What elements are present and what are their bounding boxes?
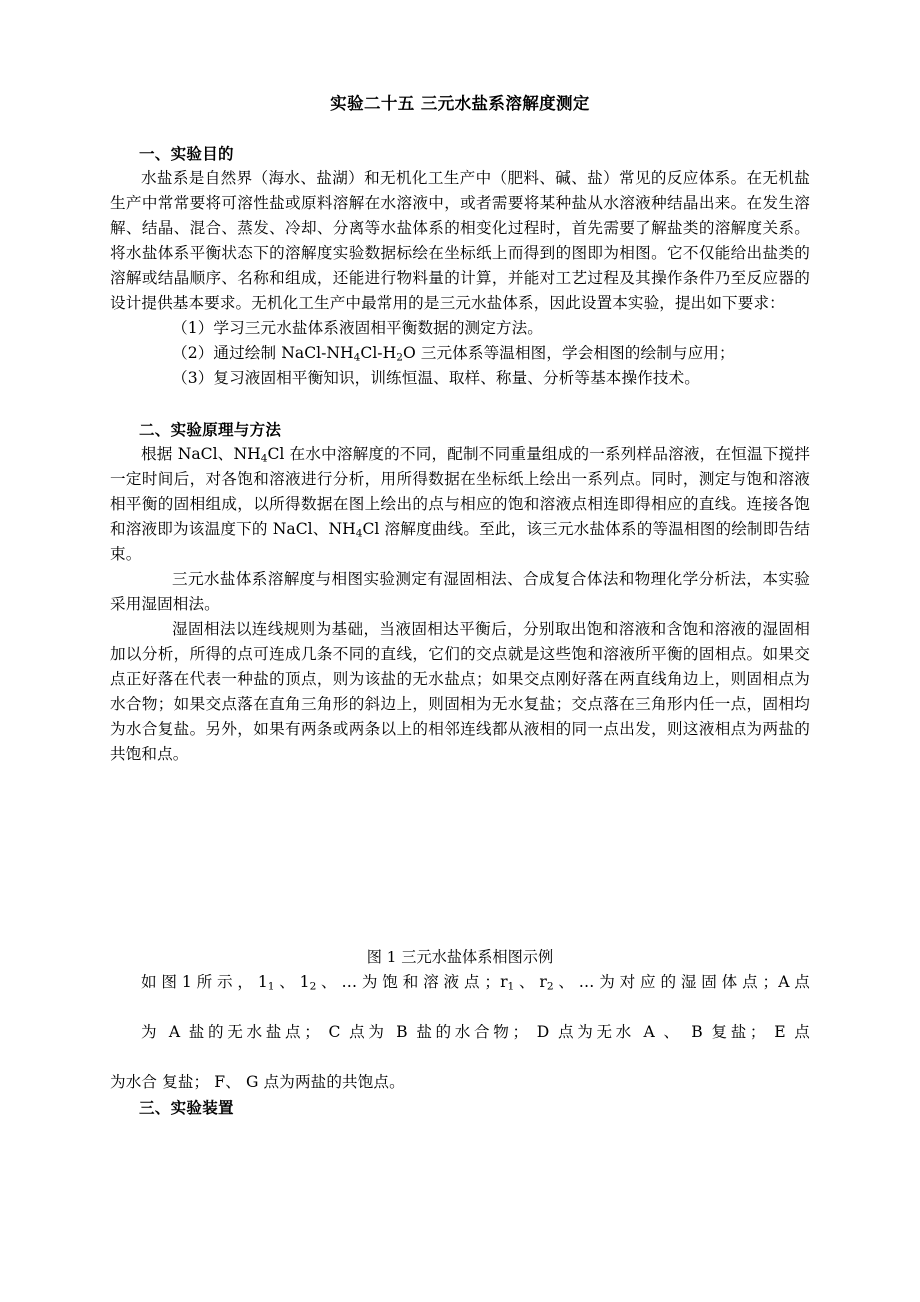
symbol-subscript: 1 xyxy=(507,980,515,993)
text-run-middle: 在水中溶解度的不同，配制不同重量组成的一系列样品溶液，在恒温下搅拌一定时间后，对各饱和溶液进行分析，用所得数据在坐标纸上绘出一系列点。同时，测定与饱和溶液相平衡的固相组成，以所得数据在图上绘出的点与相应的饱和溶液点相连即得相应的直线。连接各饱和溶液即为该温度下的 xyxy=(110,445,810,538)
figure-caption: 图 1 三元水盐体系相图示例 xyxy=(366,948,554,966)
page-title: 实验二十五 三元水盐系溶解度测定 xyxy=(330,94,590,113)
legend-line-1 xyxy=(110,970,810,1020)
symbol-base: 1 xyxy=(257,973,268,991)
symbol-base: 1 xyxy=(299,973,310,991)
paragraph-objectives-intro: 水盐系是自然界（海水、盐湖）和无机化工生产中（肥料、碱、盐）常见的反应体系。在无机盐生产中常常要将可溶性盐或原料溶解在水溶液中，或者需要将某种盐从水溶液种结晶出来。在发生溶解、结晶、混合、蒸发、冷却、分离等水盐体系的相变化过程时，首先需要了解盐类的溶解度关系。将水盐体系平衡状态下的溶解度实验数据标绘在坐标纸上而得到的图即为相图。它不仅能给出盐类的溶解或结晶顺序、名称和组成，还能进行物料量的计算，并能对工艺过程及其操作条件乃至反应器的设计提供基本要求。无机化工生产中最常用的是三元水盐体系，因此设置本实验，提出如下要求： xyxy=(110,169,810,312)
list-item-label: （2） xyxy=(172,344,214,362)
symbol-base: r xyxy=(539,973,547,991)
section-heading-principle: 二、实验原理与方法 xyxy=(139,420,282,439)
chemical-formula-nh4cl-2: $NH_4Cl$ xyxy=(328,520,380,540)
subscript-4: 4 xyxy=(260,452,268,465)
chemical-formula-nh4cl-1: $NH_4Cl$ xyxy=(233,445,285,465)
text-run-sep-1: 、 xyxy=(217,445,234,463)
list-item-label: （1） xyxy=(172,319,214,337)
symbol-subscript: 2 xyxy=(546,980,554,993)
chemical-formula-nacl-2: NaCl xyxy=(272,520,313,538)
symbol-r1 xyxy=(500,973,514,991)
paragraph-figure-legend xyxy=(110,970,810,1095)
legend-line-2: 为 A 盐的无水盐点； C 点为 B 盐的水合物； D 点为无水 A 、 B 复盐； E 点 xyxy=(141,1023,810,1041)
subscript-4: 4 xyxy=(355,527,363,540)
symbol-l1 xyxy=(258,973,275,991)
list-item-text-after: 三元体系等温相图，学会相图的绘制与应用； xyxy=(415,344,735,362)
list-item-text: 复习液固相平衡知识，训练恒温、取样、称量、分析等基本操作技术。 xyxy=(213,369,700,387)
text-run-sep-2: 、 xyxy=(312,520,329,538)
symbol-base: r xyxy=(500,973,508,991)
subscript-2: 2 xyxy=(396,351,403,364)
text-run-before: 根据 xyxy=(141,445,178,463)
text-run-tail: 溶解度曲线。至此，该三元水盐体系的等温相图的绘制即告结束。 xyxy=(110,520,811,563)
list-item-objective-2 xyxy=(110,341,810,366)
chemical-formula-nacl-1: NaCl xyxy=(177,445,218,463)
symbol-subscript: 1 xyxy=(267,980,275,993)
legend-text-d: 、 xyxy=(514,973,540,991)
legend-text-b: 、 xyxy=(274,973,300,991)
symbol-l2 xyxy=(300,973,317,991)
list-item-text: 学习三元水盐体系液固相平衡数据的测定方法。 xyxy=(213,319,543,337)
list-item-objective-1 xyxy=(110,316,810,341)
list-item-text-before: 通过绘制 xyxy=(213,344,282,362)
list-item-label: （3） xyxy=(172,369,214,387)
legend-text-e: 、…为对应的湿固体点；A点 xyxy=(553,973,810,991)
subscript-4: 4 xyxy=(353,351,361,364)
section-heading-objectives: 一、实验目的 xyxy=(139,144,234,163)
document-content xyxy=(110,0,810,1120)
symbol-r2 xyxy=(539,973,553,991)
legend-line-3: 为水合 复盐； F、 G 点为两盐的共饱点。 xyxy=(110,1073,405,1091)
symbol-subscript: 2 xyxy=(309,980,317,993)
paragraph-principle-1 xyxy=(110,442,810,567)
paragraph-principle-3: 湿固相法以连线规则为基础，当液固相达平衡后，分别取出饱和溶液和含饱和溶液的湿固相加以分析，所得的点可连成几条不同的直线，它们的交点就是这些饱和溶液所平衡的固相点。如果交点正好落在代表一种盐的顶点，则为该盐的无水盐点；如果交点刚好落在两直线角边上，则固相点为水合物；如果交点落在直角三角形的斜边上，则固相为无水复盐；交点落在三角形内任一点，固相均为水合复盐。另外，如果有两条或两条以上的相邻连线都从液相的同一点出发，则这液相点为两盐的共饱和点。 xyxy=(110,620,810,763)
legend-text-a: 如图1所示， xyxy=(141,973,258,991)
list-item-objective-3 xyxy=(110,366,810,391)
figure-image-placeholder xyxy=(110,767,810,945)
paragraph-principle-2: 三元水盐体系溶解度与相图实验测定有湿固相法、合成复合体法和物理化学分析法，本实验采用湿固相法。 xyxy=(110,570,810,613)
legend-text-c: 、…为饱和溶液点； xyxy=(316,973,501,991)
section-heading-apparatus: 三、实验装置 xyxy=(139,1098,234,1117)
chemical-formula-nacl-nh4cl-h2o: NaCl-$NH_4Cl-H_2O$ xyxy=(281,344,416,364)
